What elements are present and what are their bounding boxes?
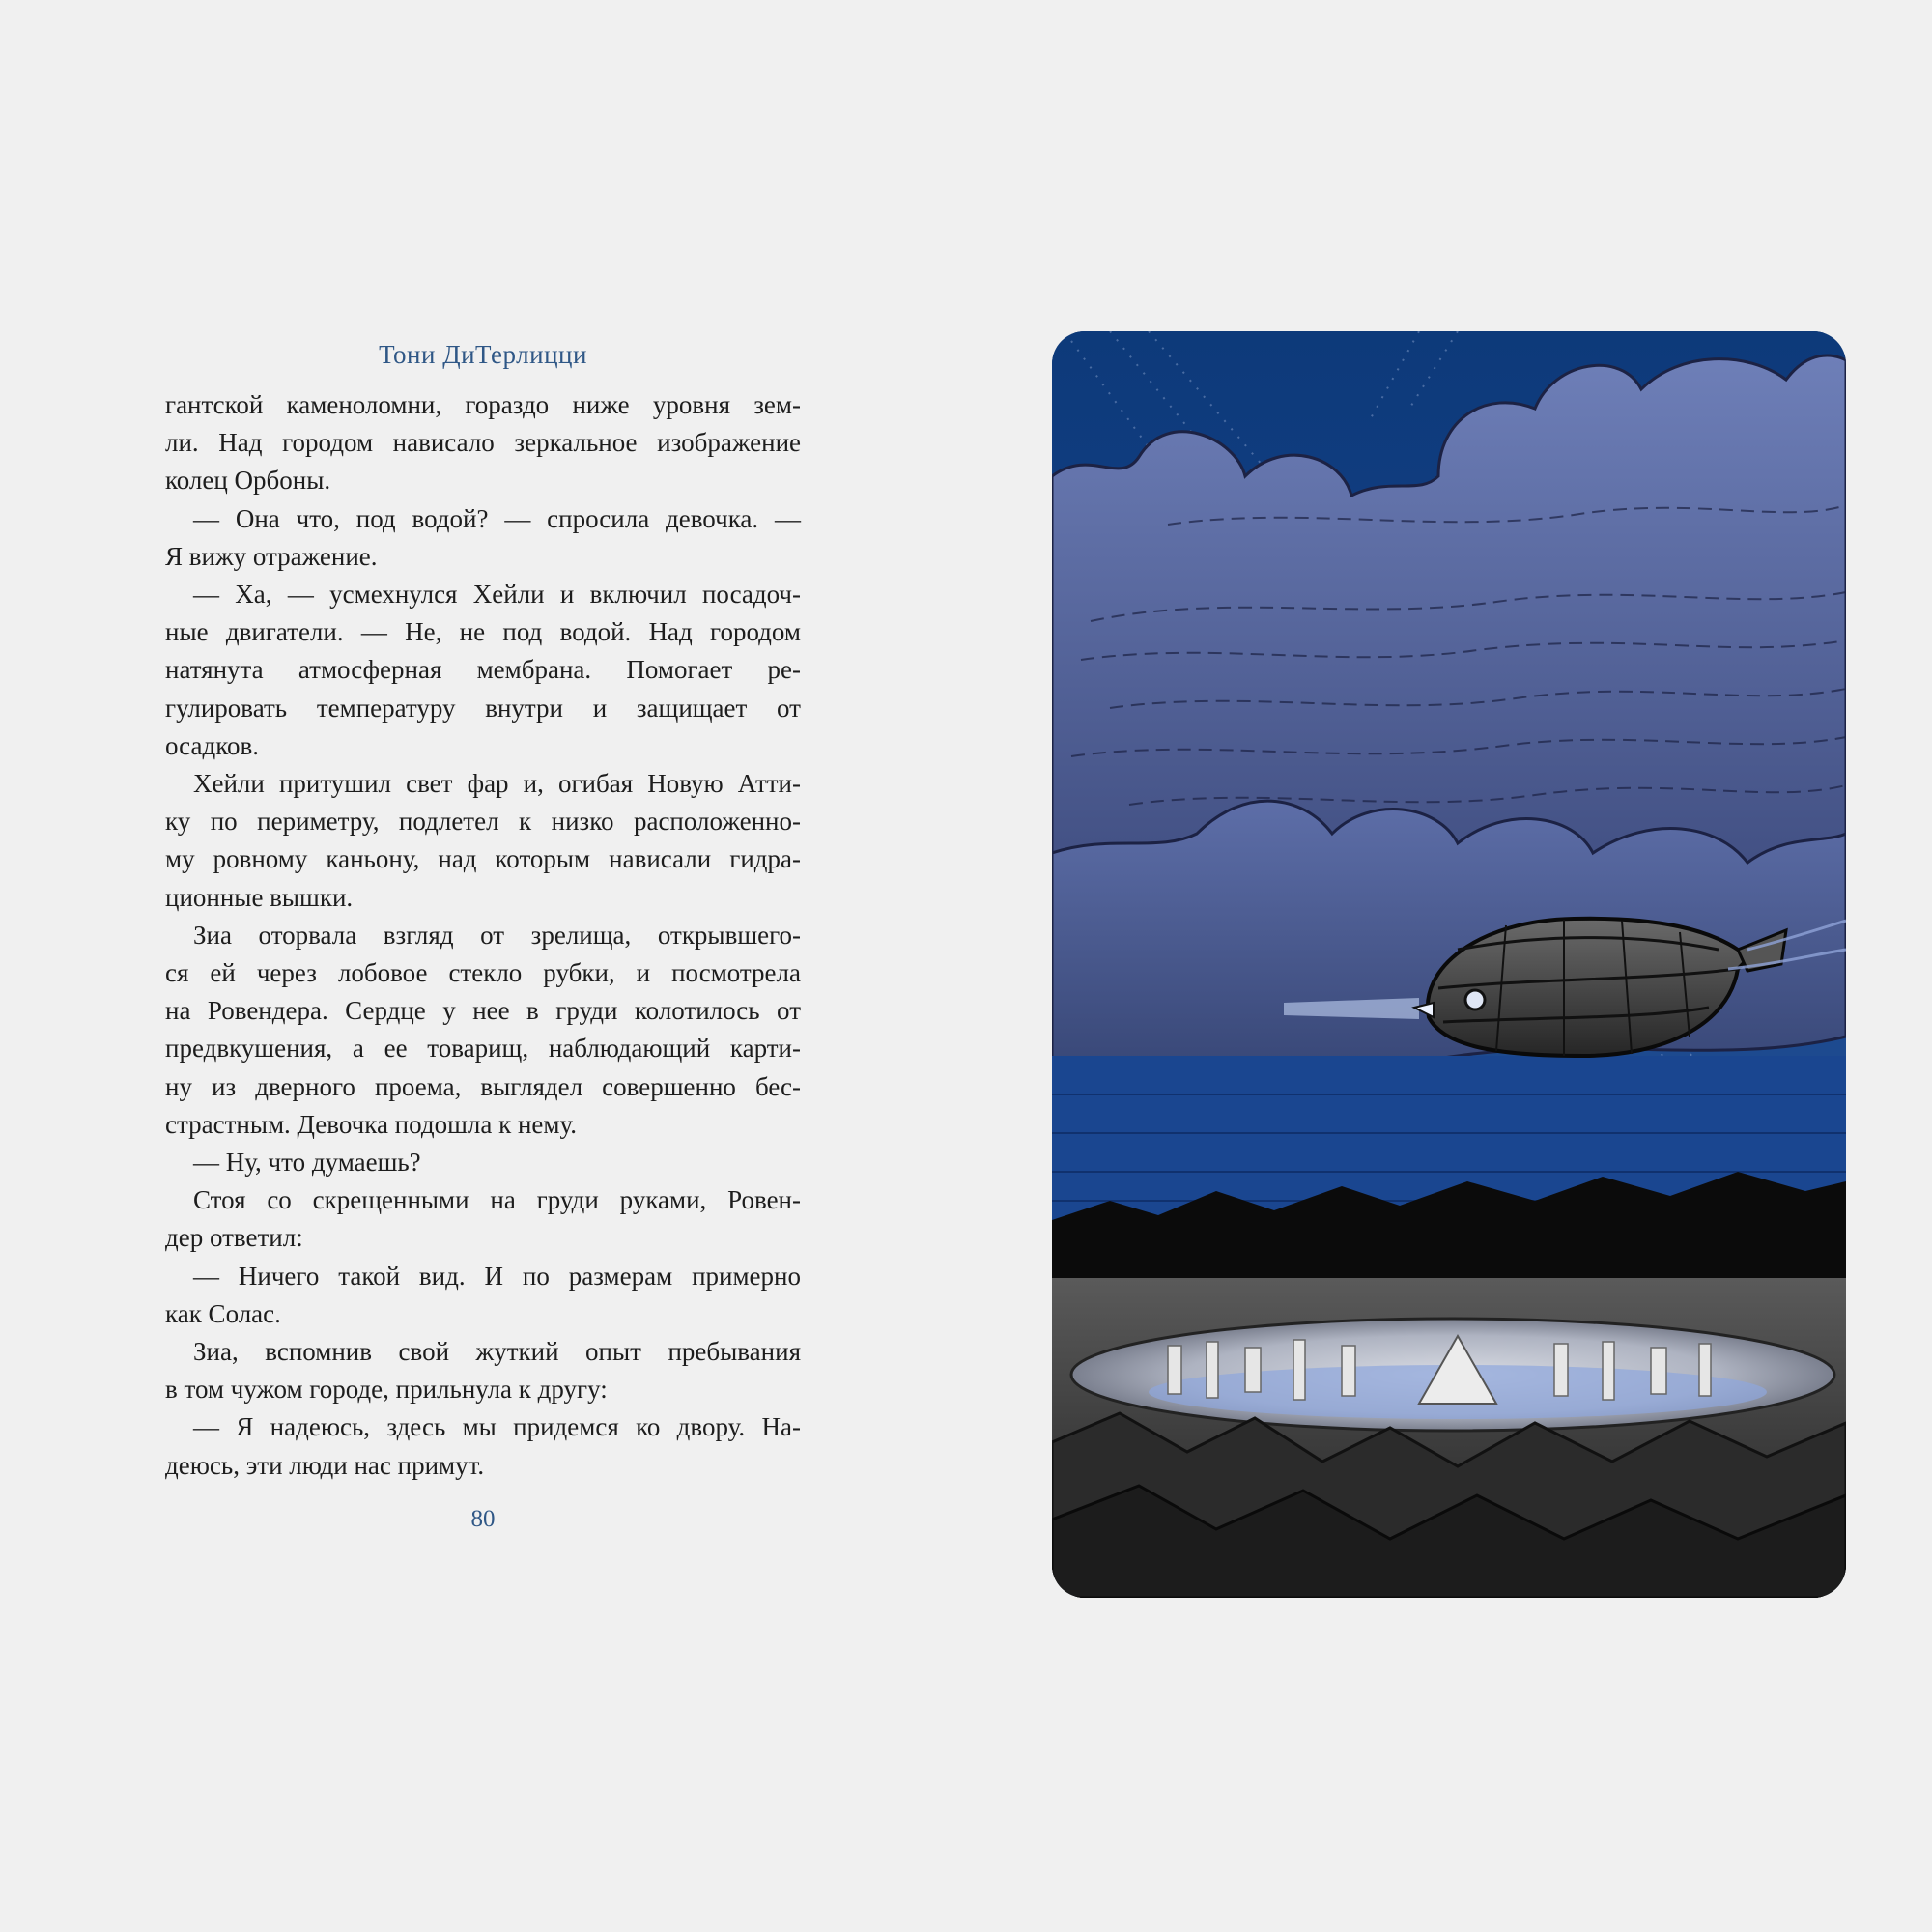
text-line: — Я надеюсь, здесь мы придемся ко двору. На- <box>193 1412 801 1442</box>
text-line: гантской каменоломни, гораздо ниже уровня зем- <box>165 390 801 419</box>
text-line: Я вижу отражение. <box>165 541 378 571</box>
text-line: деюсь, эти люди нас примут. <box>165 1450 485 1480</box>
left-page <box>165 340 801 1533</box>
text-line: ли. Над городом нависало зеркальное изображение <box>165 428 801 458</box>
text-line: — Ха, — усмехнулся Хейли и включил посадоч- <box>193 580 801 610</box>
text-line: Зиа, вспомнив свой жуткий опыт пребывания <box>193 1337 801 1367</box>
page-number: 80 <box>470 1505 496 1532</box>
running-head-author: Тони ДиТерлицци <box>379 340 587 369</box>
text-line: Зиа оторвала взгляд от зрелища, открывшего- <box>193 920 801 950</box>
text-line: предвкушения, а ее товарищ, наблюдающий карти- <box>165 1034 801 1064</box>
upper-cloud-bank <box>1052 355 1846 901</box>
text-line: — Она что, под водой? — спросила девочка. — <box>193 503 801 533</box>
airship-illustration <box>1052 331 1846 1598</box>
text-line: страстным. Девочка подошла к нему. <box>165 1109 578 1139</box>
text-line: — Ничего такой вид. И по размерам примерно <box>193 1261 801 1291</box>
text-line: му ровному каньону, над которым нависали гидра- <box>165 844 801 874</box>
text-line: ные двигатели. — Не, не под водой. Над городом <box>165 617 801 647</box>
body-text <box>165 386 801 1485</box>
text-line: на Ровендера. Сердце у нее в груди колотилось от <box>165 996 801 1026</box>
text-line: Хейли притушил свет фар и, огибая Новую Атти- <box>193 769 801 799</box>
text-line: ционные вышки. <box>165 882 354 912</box>
text-line: в том чужом городе, прильнула к другу: <box>165 1375 608 1405</box>
text-line: колец Орбоны. <box>165 466 331 496</box>
text-line: ся ей через лобовое стекло рубки, и посмотрела <box>165 958 801 988</box>
text-line: как Солас. <box>165 1298 281 1328</box>
text-line: — Ну, что думаешь? <box>193 1148 421 1178</box>
text-line: Стоя со скрещенными на груди руками, Ровен- <box>193 1185 801 1215</box>
text-line: натянута атмосферная мембрана. Помогает ре- <box>165 655 801 685</box>
text-line: гулировать температуру внутри и защищает от <box>165 693 801 723</box>
text-line: ну из дверного проема, выглядел совершенно бес- <box>165 1071 801 1101</box>
text-line: осадков. <box>165 730 259 760</box>
text-line: ку по периметру, подлетел к низко расположенно- <box>165 807 801 837</box>
text-line: дер ответил: <box>165 1223 303 1253</box>
